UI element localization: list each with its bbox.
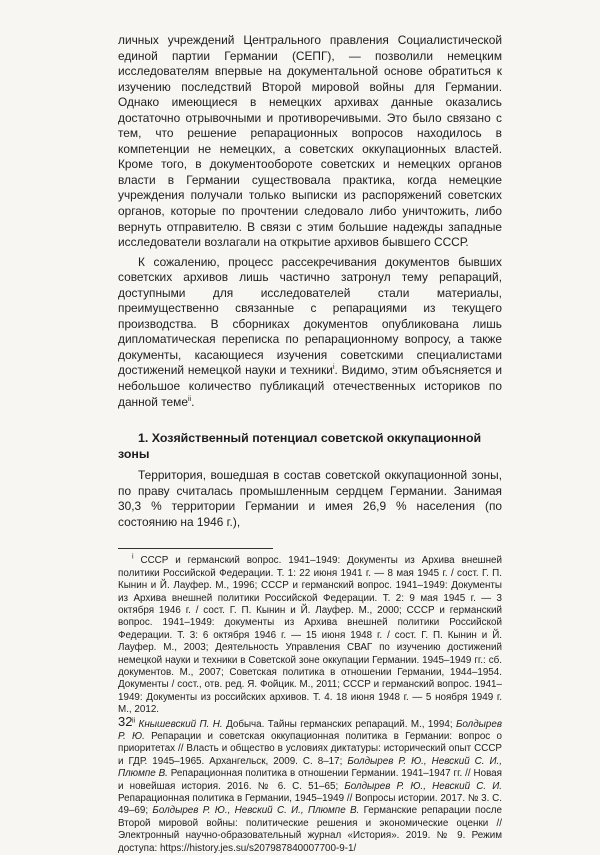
footnote-1-mark: i [132,554,134,562]
footnote-2-text-a: Добыча. Тайны германских репараций. М., 1994; [222,718,456,730]
footnote-2 [118,719,502,855]
footnote-divider [118,548,273,549]
footnote-1 [118,555,502,716]
footnote-1-text: СССР и германский вопрос. 1941–1949: Документы из Архива внешней политики Российской Федерации. Т. 1: 22 июня 1941 г. — 8 мая 1945 г. / сост. Г. П. Кынин и Й. Лауфер. М., 1996; СССР и германский вопрос. 1941–1949: Документы из Архива внешней политики Российской Федерации. Т. 2: 9 мая 1945 г. — 3 октября 1946 г. / сост. Г. П. Кынин и Й. Лауфер. М., 2000; СССР и германский вопрос. 1941–1949: документы из Архива внешней политики Российской Федерации. Т. 3: 6 октября 1946 г. — 15 июня 1948 г. / сост. Г. П. Кынин и Й. Лауфер. М., 2003; Деятельность Управления СВАГ по изучению достижений немецкой науки и техники в Советской зоне оккупации Германии. 1945–1949 гг.: сб. документов. М., 2007; Советская политика в отношении Германии, 1944–1954. Документы / сост., отв. ред. Я. Фойцик. М., 2011; СССР и германский вопрос. 1941–1949: Документы из российских архивов. Т. 4. 18 июня 1948 г. — 5 ноября 1949 г. М., 2012. [118,555,502,716]
footnote-ref-1[interactable]: i [332,364,335,372]
footnote-ref-2[interactable]: ii [187,395,192,403]
footnote-2-text-b: Репарации и советская оккупационная политика в Германии: вопрос о приоритетах // Власть и общество в условиях диктатуры: исторический опыт СССР и ГДР. 1945–1965. Архангельск, 2009. С. 8–17; [118,731,502,767]
paragraph-1: личных учреждений Центрального правления Социалистической единой партии Германии (СЕПГ), — позволили немецким исследователям впервые на документальной основе обратиться к изучению последствий Второй мировой войны для Германии. Однако имеющиеся в немецких архивах данные оказались достаточно отрывочными и противоречивыми. Это было связано с тем, что решение репарационных вопросов находилось в компетенции не немецких, а советских оккупационных властей. Кроме того, в документообороте советских и немецких органов власти в Германии существовала практика, когда немецкие учреждения получали только выписки из распоряжений советских органов, которые по прочтении следовало либо уничтожить, либо вернуть отправителю. В связи с этим большие надежды западные исследователи возлагали на открытие архивов бывшего СССР. [118,33,502,250]
footnote-2-mark: ii [132,717,136,725]
footnote-2-text-c: Репарационная политика в отношении Германии. 1941–1947 гг. // Новая и новейшая история. 2016. № 6. С. 51–65; [118,768,502,792]
paragraph-2-part-a: К сожалению, процесс рассекречивания документов бывших советских архивов лишь частично затронул тему репараций, доступными для исследователей стали материалы, преимущественно связанные с репарациями из текущего производства. В сборниках документов опубликована лишь дипломатическая переписка по репарационному вопросу, а также документы, касающиеся изучения советскими специалистами достижений немецкой науки и техники [118,254,502,378]
paragraph-3: Территория, вошедшая в состав советской оккупационной зоны, по праву считалась промышленным сердцем Германии. Занимая 30,3 % территории Германии и имея 26,9 % населения (по состоянию на 1946 г.), [118,468,502,529]
footnote-2-text-e: Германские репарации после Второй мировой войны: политические решения и экономические оценки // Электронный научно-образовательный журнал «История». 2019. № 9. Режим доступа: https://history.jes.su/s207987840007700-9-1/ [118,805,502,854]
footnote-2-author-e: Болдырев Р. Ю., Невский С. И., Плюмпе В. [152,805,360,817]
footnote-2-author-c: Болдырев Р. Ю., Невский С. И., Плюмпе В. [118,755,503,780]
footnote-2-author-a: Кнышевский П. Н. [138,718,223,730]
page-body [118,33,502,855]
footnote-2-author-b: Болдырев Р. Ю. [118,718,502,742]
page-number: 32 [118,714,133,729]
footnote-2-text-d: Репарационная политика в Германии, 1945–1949 // Вопросы истории. 2017. № 3. С. 49–69; [118,793,502,817]
paragraph-2-part-b: . Видимо, этим объясняется и небольшое количество публикаций отечественных историков по данной теме [118,363,502,409]
paragraph-2-part-c: . [191,394,195,409]
paragraph-2 [118,255,502,410]
footnote-2-author-d: Болдырев Р. Ю., Невский С. И. [344,780,503,792]
section-heading: 1. Хозяйственный потенциал советской оккупационной зоны [118,431,482,462]
